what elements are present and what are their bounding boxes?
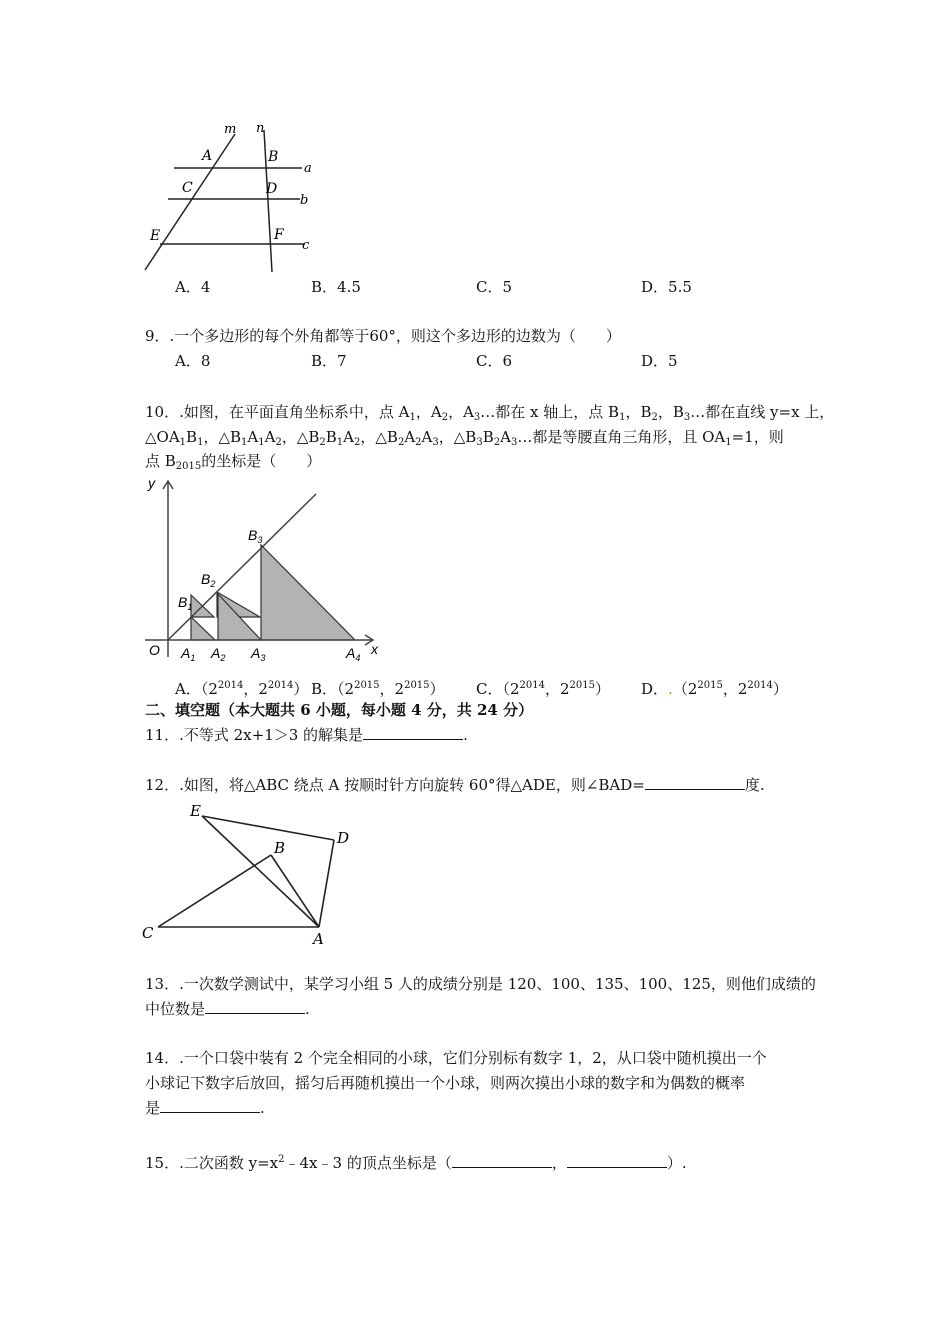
q9-option-c[interactable]: C．6 <box>476 352 513 370</box>
segment-EA <box>202 816 319 927</box>
q8-option-a[interactable]: A．4 <box>175 278 211 296</box>
q10-option-a[interactable]: A．（$2^{2014}$，$2^{2014}$） <box>175 680 309 698</box>
q14-question-line3: 是 . <box>145 1099 265 1117</box>
label-m: m <box>224 122 237 137</box>
label-D: D <box>266 181 278 197</box>
segment-DA <box>319 840 334 927</box>
q14-question-line2: 小球记下数字后放回，摇匀后再随机摸出一个小球，则两次摸出小球的数字和为偶数的概率 <box>145 1074 746 1092</box>
section-2-title: 二、填空题（本大题共 6 小题，每小题 4 分，共 24 分） <box>145 701 534 719</box>
q13-question-line1: 13．.一次数学测试中，某学习小组 5 人的成绩分别是 120、100、135、100、125，则他们成绩的 <box>145 975 816 993</box>
q8-figure <box>140 118 330 278</box>
label-A4: $A_4$ <box>346 645 361 662</box>
label-B2: $B_2$ <box>201 571 216 589</box>
q14-answer-blank[interactable] <box>160 1098 260 1113</box>
label-b: b <box>300 193 309 208</box>
q8-option-d[interactable]: D．5.5 <box>641 278 692 296</box>
q10-option-d[interactable]: D．$.(2^{2015}$，$2^{2014}$） <box>641 680 788 698</box>
origin-label: O <box>149 642 160 658</box>
segment-ED <box>202 816 334 840</box>
label-A: A <box>202 148 213 164</box>
q10-option-b[interactable]: B．（$2^{2015}$，$2^{2015}$） <box>311 680 445 698</box>
q9-question: 9．.一个多边形的每个外角都等于60°，则这个多边形的边数为（ ） <box>145 327 621 345</box>
q11-answer-blank[interactable] <box>363 725 463 740</box>
q15-question: 15．.二次函数 $y=x^2﹣4x﹣3$ 的顶点坐标是（ ， ）. <box>145 1154 687 1172</box>
label-D: D <box>337 829 350 847</box>
q10-question-line1: 10．.如图，在平面直角坐标系中，点 $A_1$，$A_2$，$A_3\dots$都在 x 轴上，点 $B_1$，$B_2$，$B_3\dots$都在直线 y=x 上， <box>145 403 835 423</box>
label-a: a <box>304 161 312 176</box>
q10-figure <box>140 472 390 662</box>
triangle-b1a1a2 <box>191 617 215 640</box>
label-A2: $A_2$ <box>211 645 226 662</box>
label-B: B <box>274 839 286 857</box>
q12-answer-blank[interactable] <box>645 775 745 790</box>
q13-question-line2: 中位数是 . <box>145 1000 310 1018</box>
label-A1: $A_1$ <box>181 645 196 662</box>
label-B1: $B_1$ <box>178 594 193 612</box>
label-E: E <box>190 802 201 820</box>
q11-question: 11．.不等式 2x+1＞3 的解集是 . <box>145 726 468 744</box>
q8-option-c[interactable]: C．5 <box>476 278 513 296</box>
label-C: C <box>142 924 154 942</box>
q15-answer-blank-y[interactable] <box>567 1153 667 1168</box>
label-A: A <box>313 930 324 948</box>
line-m <box>145 134 235 270</box>
segment-BA <box>271 855 319 927</box>
triangle-b3a3a4 <box>261 545 355 640</box>
label-n: n <box>256 121 265 136</box>
q10-question-line2: $\triangle OA_1B_1$，$\triangle B_1A_1A_2$，$\triangle B_2B_1A_2$，$\triangle B_2A_2A_3$，$\triangle B_3B_2A_3\dots$都是等腰直角三角形，且 $OA_1=1$，则 <box>145 428 784 448</box>
axis-x-label: x <box>371 641 378 657</box>
q9-option-a[interactable]: A．8 <box>175 352 211 370</box>
label-B: B <box>268 149 279 165</box>
segment-CB <box>158 855 271 927</box>
q15-answer-blank-x[interactable] <box>452 1153 552 1168</box>
q9-option-d[interactable]: D．5 <box>641 352 678 370</box>
label-B3: $B_3$ <box>248 527 263 545</box>
q9-option-b[interactable]: B．7 <box>311 352 347 370</box>
q12-question: 12．.如图，将△ABC 绕点 A 按顺时针方向旋转 60°得△ADE，则∠BAD= 度. <box>145 776 765 794</box>
q14-question-line1: 14．.一个口袋中装有 2 个完全相同的小球，它们分别标有数字 1，2，从口袋中随机摸出一个 <box>145 1049 767 1067</box>
q12-figure <box>140 800 360 950</box>
label-c: c <box>302 238 310 253</box>
q10-question-line3: 点 $B_{2015}$的坐标是（ ） <box>145 452 322 472</box>
label-F: F <box>274 227 284 243</box>
axis-y-label: y <box>148 475 155 491</box>
label-E: E <box>150 228 161 244</box>
label-A3: $A_3$ <box>251 645 266 662</box>
q10-option-c[interactable]: C．（$2^{2014}$，$2^{2015}$） <box>476 680 610 698</box>
q13-answer-blank[interactable] <box>205 999 305 1014</box>
label-C: C <box>182 180 193 196</box>
q8-option-b[interactable]: B．4.5 <box>311 278 361 296</box>
